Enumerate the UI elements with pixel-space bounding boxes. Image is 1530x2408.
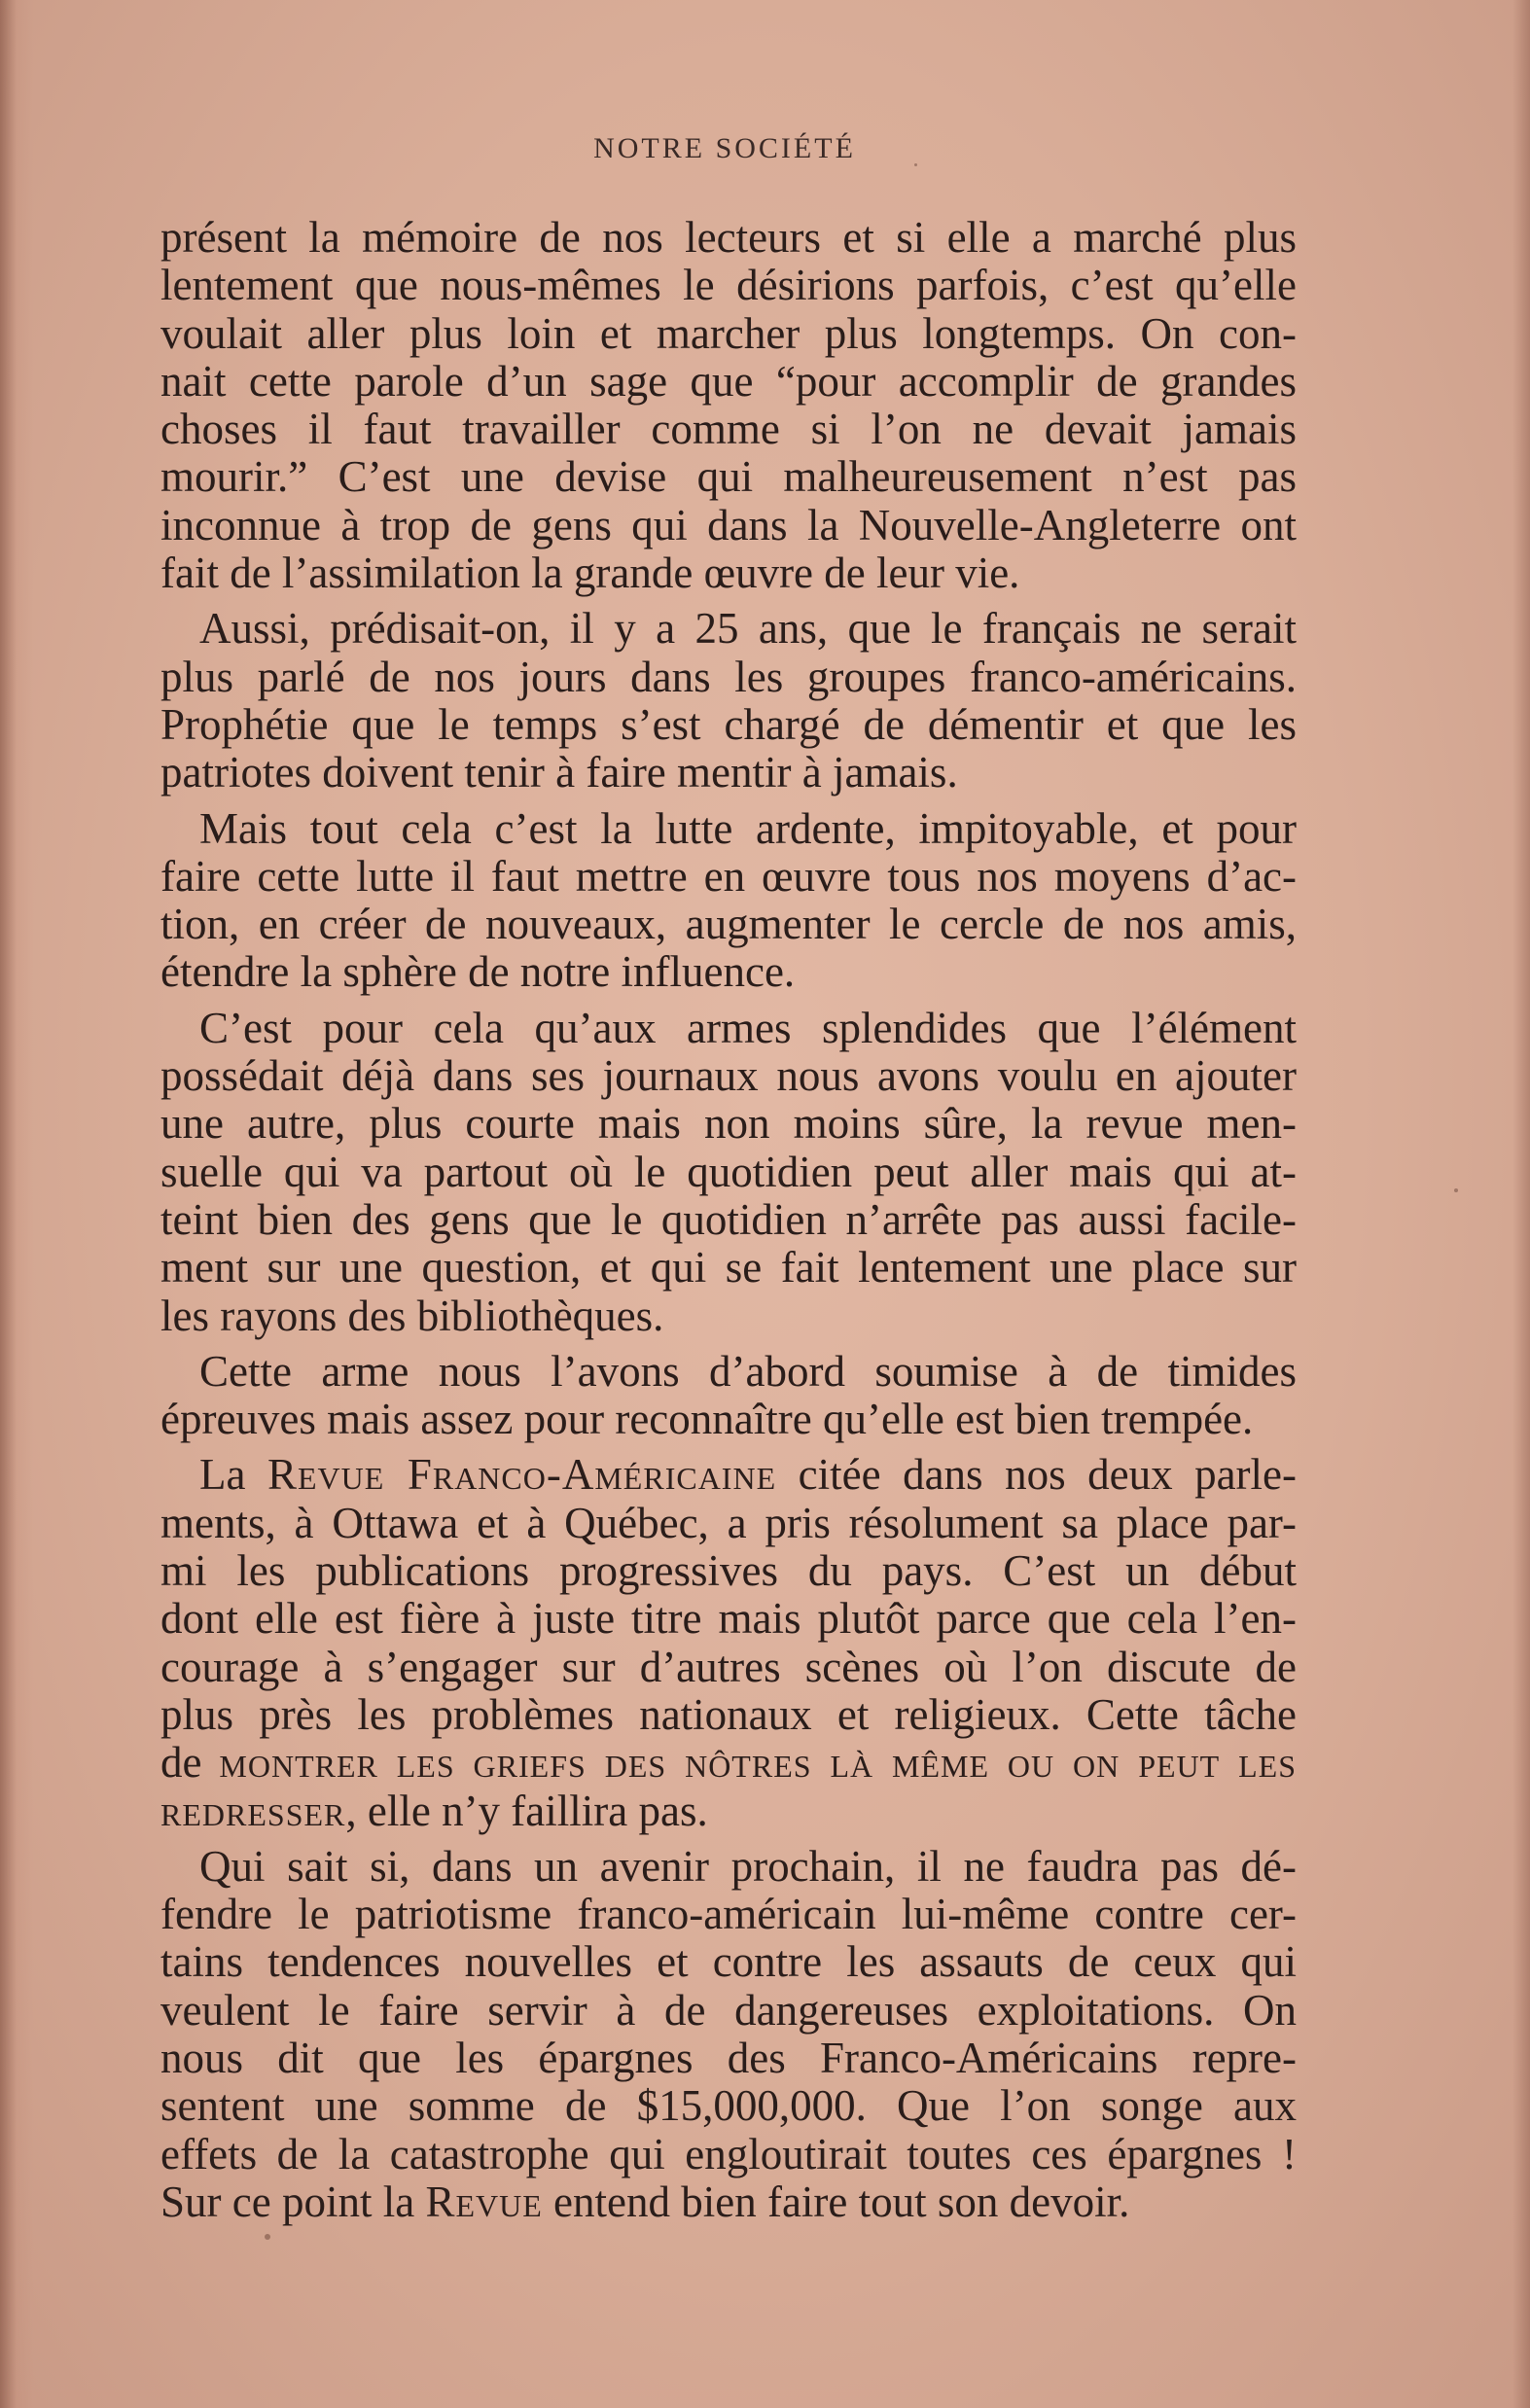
text-line: sentent une somme de $15,000,000. Que l’on songe aux [160, 2081, 1297, 2131]
text-line: plus près les problèmes nationaux et religieux. Cette tâche [160, 1689, 1297, 1739]
text-line: choses il faut travailler comme si l’on ne devait jamais [160, 405, 1297, 454]
paragraph [160, 805, 1297, 997]
text-line: Aussi, prédisait-on, il y a 25 ans, que le français ne serait [199, 604, 1297, 654]
text-line: épreuves mais assez pour reconnaître qu’elle est bien trempée. [160, 1395, 1254, 1444]
text-line: Mais tout cela c’est la lutte ardente, impitoyable, et pour [199, 803, 1297, 853]
text-line: C’est pour cela qu’aux armes splendides que l’élément [199, 1003, 1297, 1052]
text-line: teint bien des gens que le quotidien n’arrête pas aussi facile- [160, 1194, 1297, 1244]
paper-speck [265, 2234, 270, 2240]
text-line: Sur ce point la Revue entend bien faire tout son devoir. [160, 2177, 1130, 2226]
text-line: Cette arme nous l’avons d’abord soumise à de timides [199, 1346, 1297, 1396]
text-line: inconnue à trop de gens qui dans la Nouvelle-Angleterre ont [160, 500, 1297, 549]
small-caps-phrase: montrer les griefs des nôtres là même ou on peut les [219, 1738, 1297, 1788]
text-line: Qui sait si, dans un avenir prochain, il ne faudra pas dé- [199, 1841, 1297, 1891]
text-line: suelle qui va partout où le quotidien peut aller mais qui at- [160, 1147, 1297, 1196]
paragraph [160, 1843, 1297, 2226]
text-line: mourir.” C’est une devise qui malheureusement n’est pas [160, 452, 1297, 502]
text-line: fendre le patriotisme franco-américain lui-même contre cer- [160, 1890, 1297, 1939]
text-line: étendre la sphère de notre influence. [160, 947, 796, 997]
text-line: fait de l’assimilation la grande œuvre de leur vie. [160, 549, 1020, 598]
revue-title: Revue Franco-Américaine [267, 1450, 777, 1500]
text-line: patriotes doivent tenir à faire mentir à jamais. [160, 748, 958, 797]
text-line: possédait déjà dans ses journaux nous avons voulu en ajouter [160, 1051, 1297, 1101]
text-line: présent la mémoire de nos lecteurs et si elle a marché plus [160, 213, 1297, 262]
text-line: dont elle est fière à juste titre mais plutôt parce que cela l’en- [160, 1594, 1297, 1644]
text-line: La Revue Franco-Américaine citée dans nos deux parle- [199, 1450, 1297, 1500]
text-line: veulent le faire servir à de dangereuses exploitations. On [160, 1985, 1297, 2035]
text-line: redresser, elle n’y faillira pas. [160, 1786, 708, 1835]
text-line: effets de la catastrophe qui engloutirait toutes ces épargnes ! [160, 2129, 1297, 2178]
text-line: ments, à Ottawa et à Québec, a pris résolument sa place par- [160, 1498, 1297, 1547]
text-line: une autre, plus courte mais non moins sûre, la revue men- [160, 1099, 1297, 1149]
paper-speck [914, 163, 917, 166]
text-line: courage à s’engager sur d’autres scènes où l’on discute de [160, 1642, 1297, 1691]
text-line: plus parlé de nos jours dans les groupes franco-américains. [160, 652, 1297, 701]
body-text [160, 214, 1297, 2226]
paper-speck [1454, 1188, 1458, 1192]
text-line: de montrer les griefs des nôtres là même ou on peut les [160, 1738, 1297, 1788]
text-line: voulait aller plus loin et marcher plus longtemps. On con- [160, 308, 1297, 358]
text-line: nous dit que les épargnes des Franco-Américains repre- [160, 2033, 1297, 2082]
paragraph [160, 1451, 1297, 1834]
paragraph [160, 605, 1297, 797]
paper-speck [1198, 1188, 1201, 1191]
text-line: mi les publications progressives du pays. C’est un début [160, 1546, 1297, 1596]
small-caps-phrase: redresser [160, 1786, 346, 1835]
paragraph [160, 1348, 1297, 1444]
text-line: les rayons des bibliothèques. [160, 1291, 664, 1340]
text-line: lentement que nous-mêmes le désirions parfois, c’est qu’elle [160, 261, 1297, 310]
text-line: ment sur une question, et qui se fait lentement une place sur [160, 1243, 1297, 1293]
text-line: tion, en créer de nouveaux, augmenter le cercle de nos amis, [160, 900, 1297, 949]
text-line: Prophétie que le temps s’est chargé de démentir et que les [160, 699, 1297, 749]
text-line: faire cette lutte il faut mettre en œuvre tous nos moyens d’ac- [160, 851, 1297, 901]
text-line: nait cette parole d’un sage que “pour accomplir de grandes [160, 356, 1297, 406]
text-line: tains tendences nouvelles et contre les assauts de ceux qui [160, 1937, 1297, 1987]
paragraph [160, 214, 1297, 597]
revue-title: Revue [425, 2177, 543, 2226]
paragraph [160, 1005, 1297, 1340]
running-head: NOTRE SOCIÉTÉ [593, 132, 856, 164]
